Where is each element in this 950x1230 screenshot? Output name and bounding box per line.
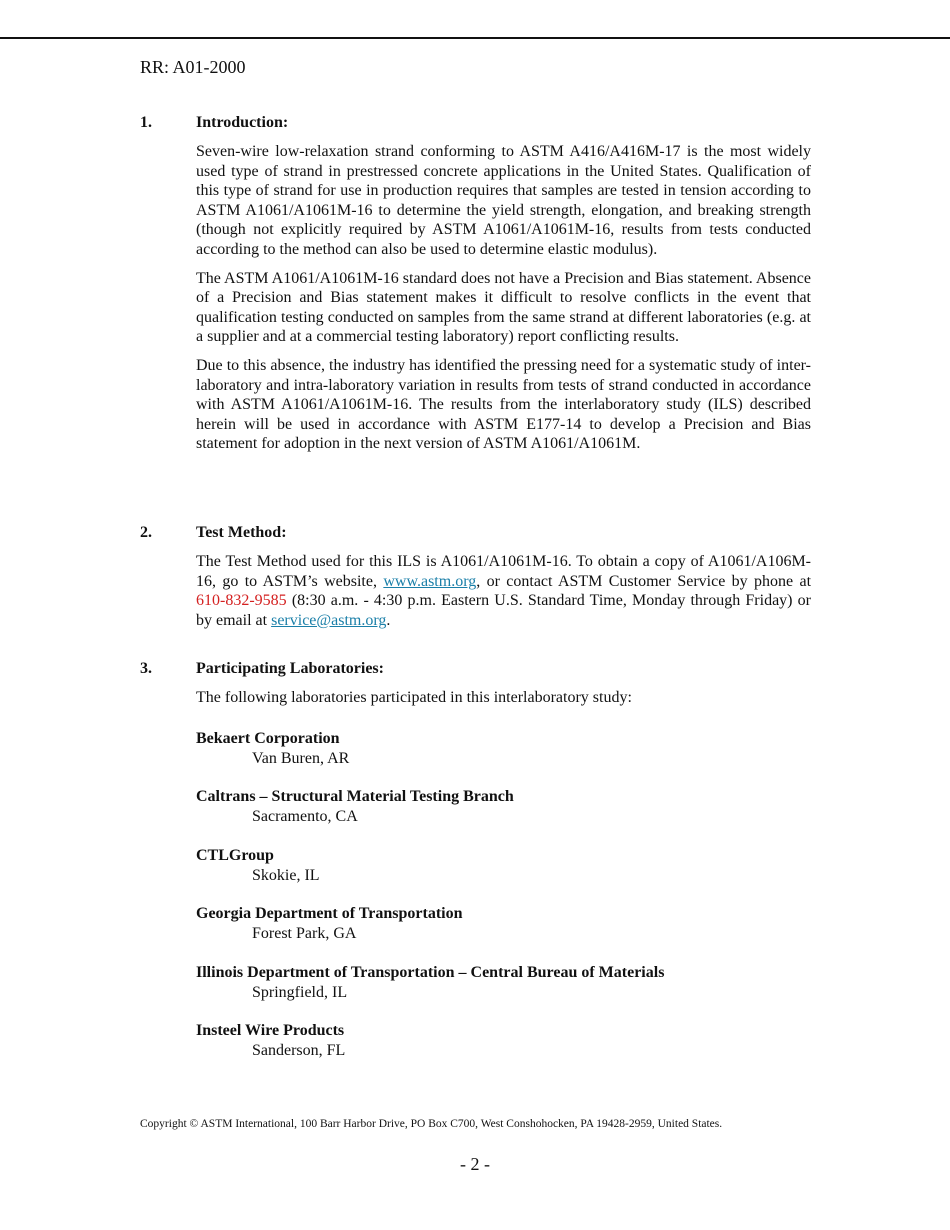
section-number: 3. (140, 660, 152, 677)
document-id: RR: A01-2000 (140, 57, 246, 77)
copyright-footer: Copyright © ASTM International, 100 Barr Harbor Drive, PO Box C700, West Conshohocken, PA 19428-2959, United States. (140, 1118, 723, 1130)
lab-name: CTLGroup (196, 846, 274, 864)
lab-location: Skokie, IL (252, 866, 320, 884)
section-number: 1. (140, 114, 152, 131)
lab-location: Sacramento, CA (252, 808, 358, 826)
lab-location: Springfield, IL (252, 983, 348, 1001)
lab-name: Caltrans – Structural Material Testing Branch (196, 788, 514, 806)
section-participating-labs (140, 659, 811, 1080)
paragraph: Due to this absence, the industry has identified the pressing need for a systematic study of inter-laboratory and intra-laboratory variation in results from tests of strand conducted in accordance with ASTM A1061/A1061M-16. The results from the interlaboratory study (ILS) described herein will be used in accordance with ASTM E177-14 to develop a Precision and Bias statement for adoption in the next version of ASTM A1061/A1061M. (196, 356, 811, 453)
list-item (196, 729, 811, 768)
section-heading (140, 523, 811, 543)
astm-website-link[interactable]: www.astm.org (383, 572, 477, 590)
lab-name: Insteel Wire Products (196, 1022, 345, 1040)
page-number: - 2 - (460, 1154, 490, 1174)
phone-number: 610-832-9585 (196, 592, 287, 610)
section-title: Test Method: (196, 524, 287, 541)
section-title: Introduction: (196, 114, 289, 131)
lab-location: Forest Park, GA (252, 925, 357, 943)
text-run: The Test Method used for this ILS is A1061/A1061M-16. To obtain a copy of A1061/A106M-16, go to ASTM’s website, (196, 553, 811, 590)
lab-name: Illinois Department of Transportation – Central Bureau of Materials (196, 963, 665, 981)
list-item (196, 904, 811, 943)
section-number: 2. (140, 524, 152, 541)
paragraph: The following laboratories participated in this interlaboratory study: (196, 689, 632, 706)
lab-name: Georgia Department of Transportation (196, 905, 463, 923)
section-title: Participating Laboratories: (196, 660, 384, 677)
paragraph: Seven-wire low-relaxation strand conforming to ASTM A416/A416M-17 is the most widely used type of strand in prestressed concrete applications in the United States. Qualification of this type of strand for use in production requires that samples are tested in tension according to ASTM A1061/A1061M-16 to determine the yield strength, elongation, and breaking strength (though not explicitly required by ASTM A1061/A1061M-16, results from tests conducted according to the method can also be used to determine elastic modulus). (196, 143, 811, 258)
text-run: . (386, 611, 391, 629)
paragraph (196, 552, 811, 630)
section-body (196, 142, 811, 454)
lab-name: Bekaert Corporation (196, 729, 340, 747)
email-link[interactable]: service@astm.org (271, 611, 387, 629)
list-item (196, 846, 811, 885)
list-item (196, 1021, 811, 1060)
lab-location: Van Buren, AR (252, 749, 350, 767)
section-body (196, 688, 811, 1060)
header-rule (0, 37, 950, 39)
section-heading (140, 113, 811, 133)
section-test-method (140, 523, 811, 630)
paragraph: The ASTM A1061/A1061M-16 standard does not have a Precision and Bias statement. Absence of a Precision and Bias statement makes it difficult to resolve conflicts in the event that qualification testing conducted on samples from the same strand at different laboratories (e.g. at a supplier and at a commercial testing laboratory) report conflicting results. (196, 269, 811, 346)
section-body (196, 552, 811, 630)
section-heading (140, 659, 811, 679)
text-run: , or contact ASTM Customer Service by phone at (476, 572, 812, 590)
lab-location: Sanderson, FL (252, 1042, 346, 1060)
lab-list (196, 729, 811, 1061)
list-item (196, 963, 811, 1002)
section-introduction (140, 113, 811, 454)
text-run: (8:30 a.m. - 4:30 p.m. Eastern U.S. Standard Time, Monday through Friday) or by email at (196, 592, 811, 629)
list-item (196, 787, 811, 826)
